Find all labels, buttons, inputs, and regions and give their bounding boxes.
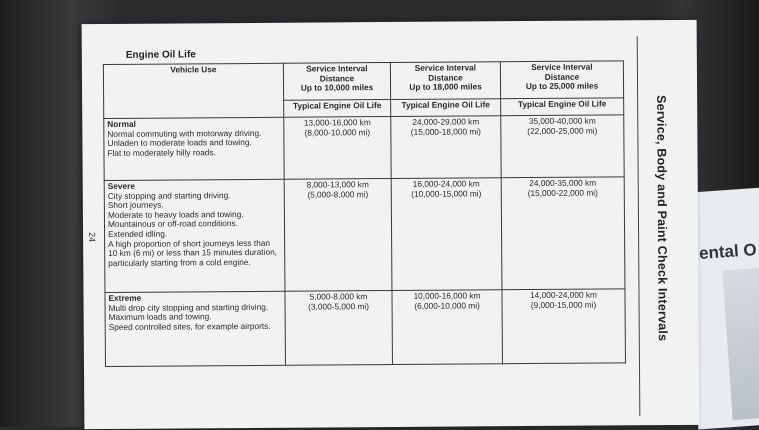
manual-page (82, 20, 700, 429)
value-mi: (5,000-8,000 mi) (307, 188, 369, 200)
page-number: 24 (87, 232, 98, 243)
oil-life-cell (501, 177, 625, 290)
use-line: Maximum loads and towing. (108, 311, 212, 323)
value-km: 5,000-8,000 km (309, 291, 368, 302)
interval-line1: Service Interval (414, 62, 477, 73)
leaflet-photo (722, 267, 759, 420)
use-line: Moderate to heavy loads and towing. (107, 208, 244, 220)
interval-line3: Up to 10,000 miles (300, 82, 374, 93)
oil-life-table (103, 60, 626, 367)
use-line: Mountainous or off-road conditions. (107, 218, 238, 230)
use-line: City stopping and starting driving. (107, 189, 231, 201)
value-mi: (10,000-15,000 mi) (411, 187, 482, 199)
interval-line2: Distance (319, 72, 355, 84)
oil-life-cell (284, 178, 392, 291)
interval-line3: Up to 25,000 miles (525, 80, 599, 92)
value-mi: (3,000-5,000 mi) (308, 300, 370, 312)
interval-line2: Distance (428, 72, 463, 83)
value-km: 35,000-40,000 km (528, 115, 596, 127)
section-title: Engine Oil Life (125, 49, 196, 61)
interval-header-2 (390, 62, 500, 100)
vehicle-use-label: Vehicle Use (170, 64, 217, 75)
use-line: Normal commuting with motorway driving. (107, 127, 262, 139)
value-mi: (8,000-10,000 mi) (304, 126, 371, 138)
value-km: 16,000-24,000 km (412, 178, 480, 189)
value-km: 8,000-13,000 km (306, 179, 369, 190)
value-km: 10,000-16,000 km (413, 290, 481, 301)
leaflet-text: ental O (698, 240, 758, 264)
oil-life-cell (285, 290, 393, 365)
value-mi: (15,000-22,000 mi) (527, 187, 598, 198)
value-mi: (22,000-25,000 mi) (527, 125, 598, 136)
value-km: 24,000-35,000 km (529, 177, 597, 189)
value-mi: (15,000-18,000 mi) (410, 125, 481, 137)
side-divider (637, 36, 641, 416)
use-line: A high proportion of short journeys less than 10 km (6 mi) or less than 15 minutes duration, particularly starting from a cold engine. (108, 237, 278, 268)
use-line: Flat to moderately hilly roads. (107, 146, 216, 158)
interval-header-1 (283, 62, 390, 100)
value-km: 13,000-16,000 km (303, 117, 371, 128)
use-title: Extreme (108, 292, 142, 303)
vehicle-use-header (103, 63, 283, 118)
table-header-row (103, 61, 623, 102)
table-row-extreme (105, 289, 626, 367)
use-line: Speed controlled sites, for example airports. (108, 320, 271, 332)
typical-oil-life-header-2: Typical Engine Oil Life (391, 99, 501, 117)
use-line: Unladen to moderate loads and towing. (107, 137, 252, 149)
table-row-severe (104, 177, 625, 293)
value-mi: (6,000-10,000 mi) (414, 299, 480, 311)
interval-line1: Service Interval (531, 61, 593, 73)
side-title: Service, Body and Paint Check Intervals (654, 95, 670, 342)
vehicle-use-cell (104, 117, 284, 180)
vehicle-use-cell (105, 291, 286, 366)
oil-life-cell (391, 178, 502, 291)
interval-line3: Up to 18,000 miles (409, 81, 482, 93)
use-line: Multi drop city stopping and starting driving. (108, 301, 269, 313)
table-row-normal (104, 115, 624, 181)
typical-oil-life-header-3: Typical Engine Oil Life (501, 98, 624, 116)
interval-header-3 (500, 61, 623, 99)
oil-life-cell (391, 116, 501, 179)
oil-life-cell (284, 116, 391, 179)
oil-life-cell (502, 289, 626, 364)
interval-line2: Distance (544, 71, 580, 82)
oil-life-cell (392, 290, 503, 365)
value-mi: (9,000-15,000 mi) (530, 299, 597, 310)
use-title: Severe (107, 180, 135, 191)
value-km: 14,000-24,000 km (530, 289, 597, 301)
interval-line1: Service Interval (306, 63, 368, 74)
oil-life-cell (501, 115, 624, 178)
typical-oil-life-header-1: Typical Engine Oil Life (284, 99, 391, 117)
vehicle-use-cell (104, 179, 285, 292)
value-km: 24,000-29,000 km (412, 116, 480, 127)
use-line: Extended idling. (108, 228, 168, 239)
use-line: Short journeys. (107, 199, 164, 211)
use-title: Normal (107, 118, 136, 129)
